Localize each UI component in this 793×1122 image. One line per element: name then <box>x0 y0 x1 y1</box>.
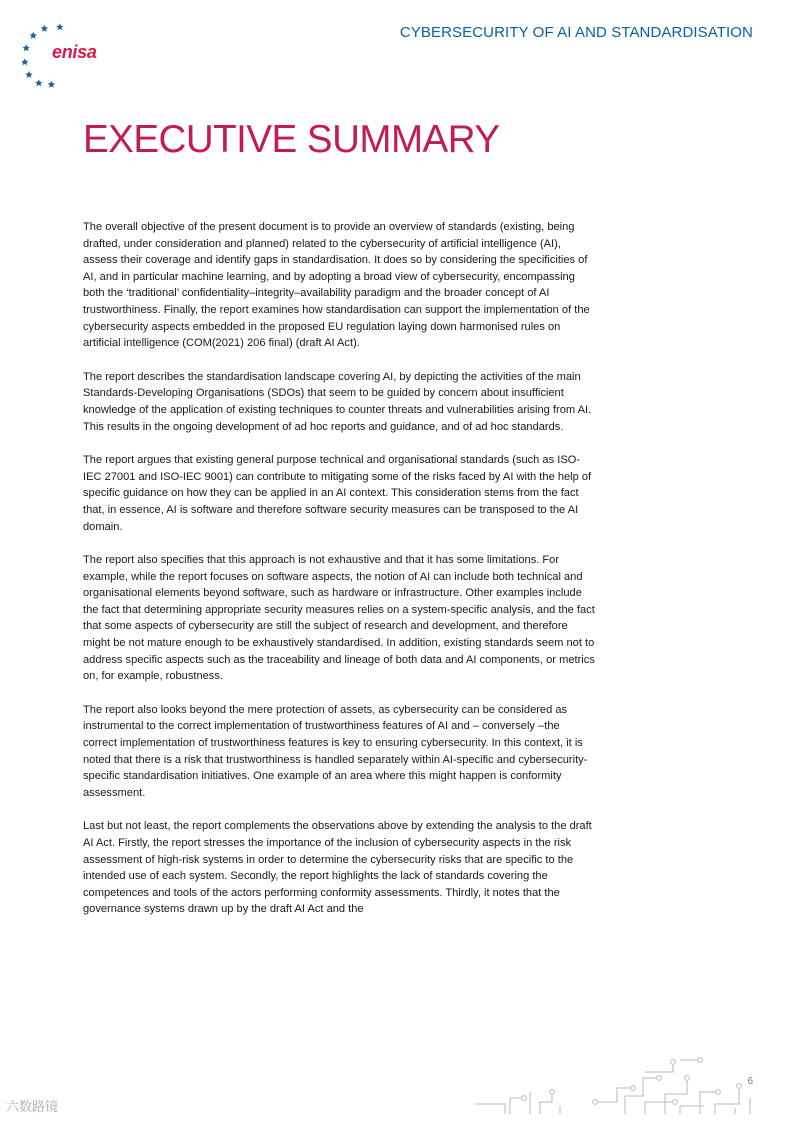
paragraph: The report describes the standardisation landscape covering AI, by depicting the activities of the main Standards-Developing Organisations (SDOs) that seem to be guided by concern about insufficient knowledge of the application of existing techniques to counter threats and vulnerabilities arising from AI. This results in the ongoing development of ad hoc reports and guidance, and of ad hoc standards. <box>83 370 592 433</box>
paragraph: The report also specifies that this approach is not exhaustive and that it has some limitations. For example, while the report focuses on software aspects, the notion of AI can include both technical and organisational elements beyond software, such as hardware or infrastructure. Other examples include the fact that determining appropriate security measures relies on a system-specific analysis, and the fact that some aspects of cybersecurity are still the subject of research and development, and therefore might be not mature enough to be exhaustively standardised. In addition, existing standards seem not to address specific aspects such as the traceability and lineage of both data and AI components, or metrics on, for example, robustness. <box>83 554 595 683</box>
enisa-logo <box>22 22 102 88</box>
document-header-title: CYBERSECURITY OF AI AND STANDARDISATION <box>399 24 753 41</box>
page-number: 6 <box>747 1076 753 1087</box>
summary-body <box>83 219 595 935</box>
paragraph: The overall objective of the present document is to provide an overview of standards (existing, being drafted, under consideration and planned) related to the cybersecurity of artificial intelligence (AI), assess their coverage and identify gaps in standardisation. It does so by considering the specificities of AI, and in particular machine learning, and by adopting a broad view of cybersecurity, encompassing both the ‘traditional’ confidentiality–integrity–availability paradigm and the broader concept of AI trustworthiness. Finally, the report examines how standardisation can support the implementation of the cybersecurity aspects embedded in the proposed EU regulation laying down harmonised rules on artificial intelligence (COM(2021) 206 final) (draft AI Act). <box>83 221 590 350</box>
page-title: EXECUTIVE SUMMARY <box>83 118 500 161</box>
circuit-decoration-icon <box>470 1052 770 1118</box>
paragraph: The report argues that existing general purpose technical and organisational standards (such as ISO-IEC 27001 and ISO-IEC 9001) can contribute to mitigating some of the risks faced by AI with the help of specific guidance on how they can be applied in an AI context. This consideration stems from the fact that, in essence, AI is software and therefore software security measures can be transposed to the AI domain. <box>83 454 592 533</box>
paragraph: Last but not least, the report complements the observations above by extending the analysis to the draft AI Act. Firstly, the report stresses the importance of the inclusion of cybersecurity aspects in the risk assessment of high-risk systems in order to determine the cybersecurity risks that are specific to the intended use of each system. Secondly, the report highlights the lack of standards covering the competences and tools of the actors performing conformity assessments. Thirdly, it notes that the governance systems drawn up by the draft AI Act and the <box>83 820 592 916</box>
paragraph: The report also looks beyond the mere protection of assets, as cybersecurity can be considered as instrumental to the correct implementation of trustworthiness features of AI and – conversely –the correct implementation of trustworthiness features is key to ensuring cybersecurity. In this context, it is noted that there is a risk that trustworthiness is handled separately within AI-specific and cybersecurity-specific standardisation initiatives. One example of an area where this might happen is conformity assessment. <box>83 703 588 799</box>
logo-text: enisa <box>52 42 97 62</box>
watermark: 六数路镜 <box>6 1099 59 1114</box>
